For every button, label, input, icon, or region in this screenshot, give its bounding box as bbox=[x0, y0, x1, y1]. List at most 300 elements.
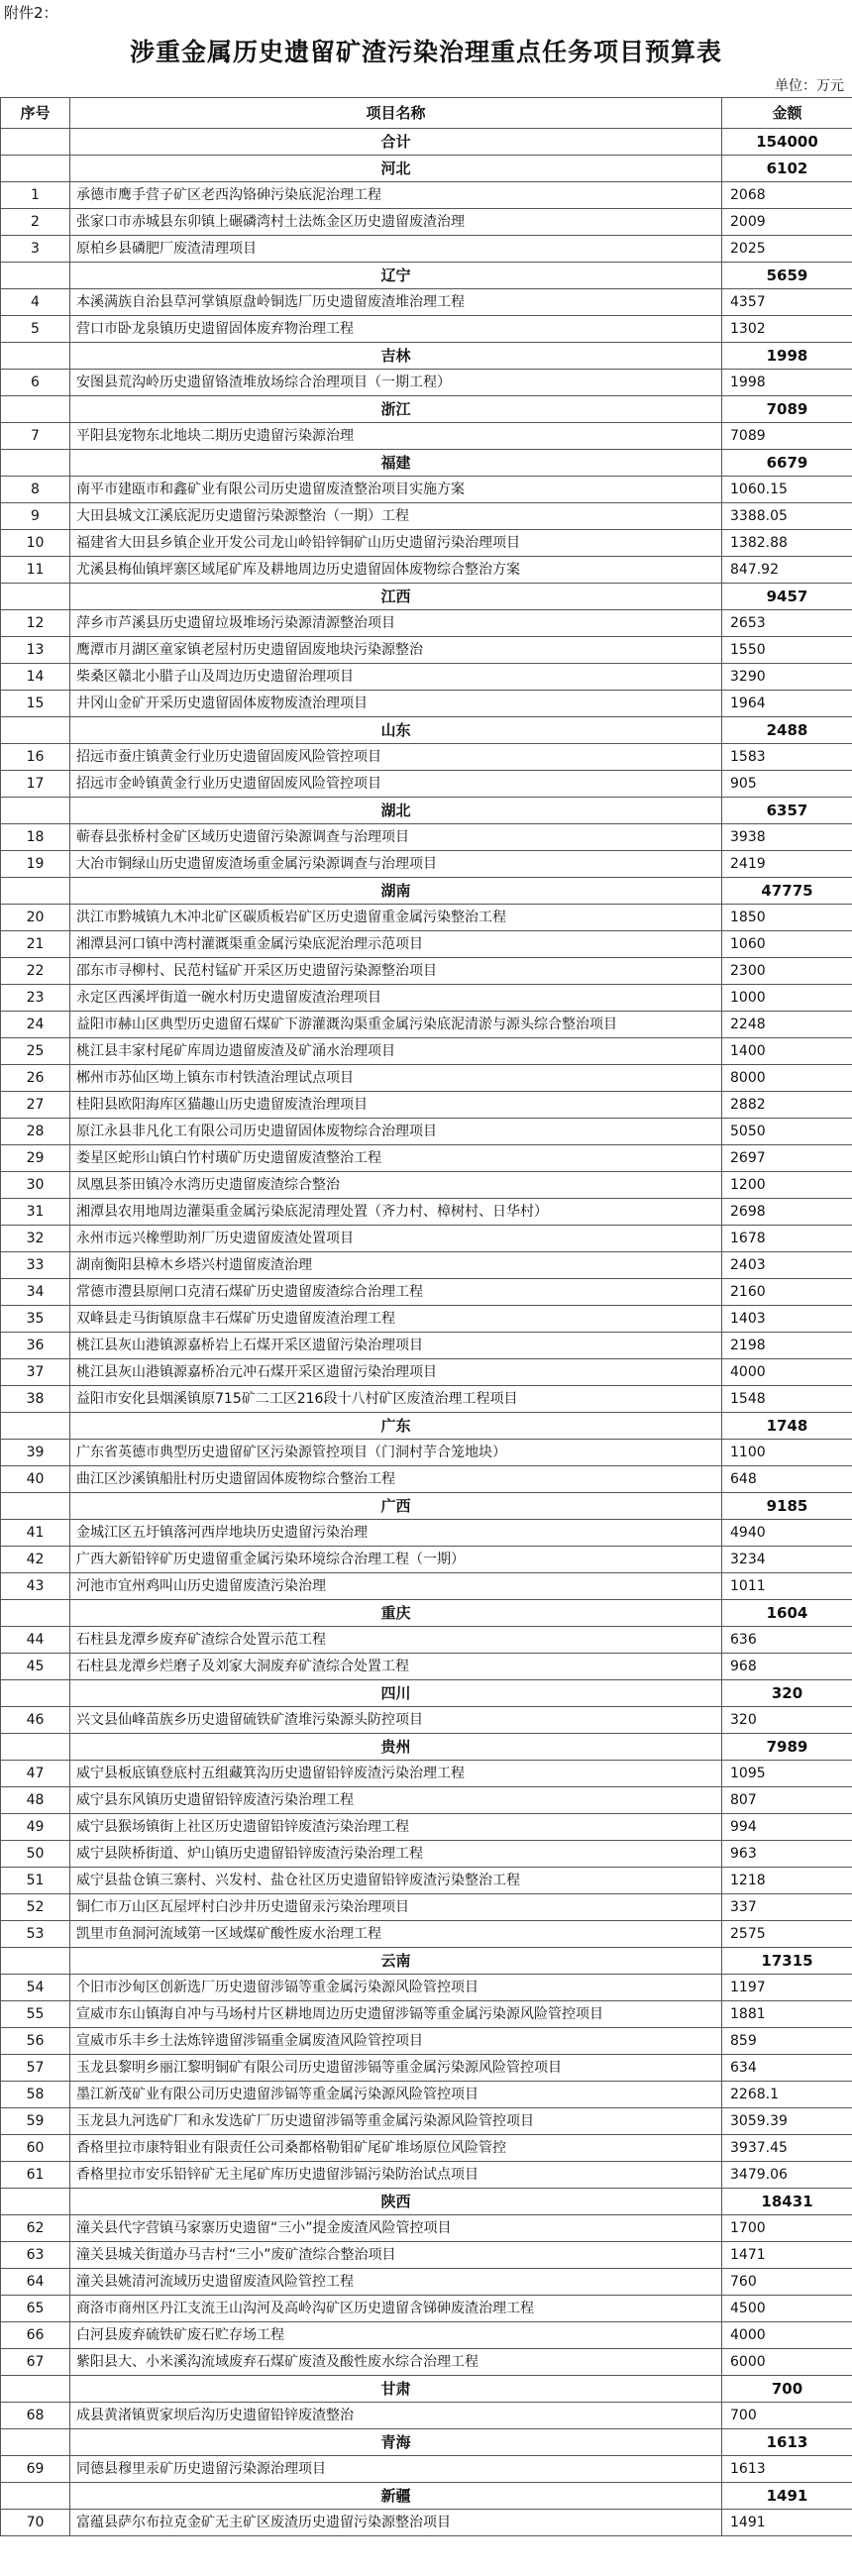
project-name: 招远市蚕庄镇黄金行业历史遗留固废风险管控项目 bbox=[70, 744, 722, 771]
budget-table bbox=[0, 97, 852, 2536]
project-name: 尤溪县梅仙镇坪寨区域尾矿库及耕地周边历史遗留固体废物综合整治方案 bbox=[70, 557, 722, 584]
project-name: 广东省英德市典型历史遗留矿区污染源管控项目（门洞村芋合笼地块） bbox=[70, 1440, 722, 1466]
project-name: 凯里市鱼洞河流域第一区域煤矿酸性废水治理工程 bbox=[70, 1921, 722, 1948]
project-amount: 7089 bbox=[722, 423, 852, 450]
project-name: 平阳县宠物东北地块二期历史遗留污染源治理 bbox=[70, 423, 722, 450]
project-name: 本溪满族自治县草河掌镇原盘岭铜选厂历史遗留废渣堆治理工程 bbox=[70, 289, 722, 316]
project-amount: 2160 bbox=[722, 1279, 852, 1306]
row-number: 8 bbox=[1, 477, 70, 503]
project-name: 萍乡市芦溪县历史遗留垃圾堆场污染源清源整治项目 bbox=[70, 610, 722, 637]
project-amount: 1218 bbox=[722, 1868, 852, 1894]
project-amount: 1964 bbox=[722, 691, 852, 717]
table-row bbox=[1, 2322, 852, 2349]
project-amount: 2882 bbox=[722, 1092, 852, 1119]
row-number: 22 bbox=[1, 958, 70, 985]
table-row bbox=[1, 1359, 852, 1386]
row-number bbox=[1, 2429, 70, 2456]
project-amount: 3234 bbox=[722, 1547, 852, 1573]
row-number bbox=[1, 343, 70, 370]
province-row bbox=[1, 343, 852, 370]
province-row bbox=[1, 2376, 852, 2403]
table-row bbox=[1, 637, 852, 664]
row-number: 24 bbox=[1, 1012, 70, 1038]
table-row bbox=[1, 1761, 852, 1787]
project-name: 湘潭县河口镇中湾村灌溉渠重金属污染底泥治理示范项目 bbox=[70, 931, 722, 958]
project-amount: 700 bbox=[722, 2403, 852, 2429]
table-row bbox=[1, 530, 852, 557]
project-amount: 1700 bbox=[722, 2215, 852, 2242]
province-amount: 9185 bbox=[722, 1493, 852, 1520]
table-row bbox=[1, 1547, 852, 1573]
project-amount: 1382.88 bbox=[722, 530, 852, 557]
province-name: 云南 bbox=[70, 1948, 722, 1975]
table-row bbox=[1, 744, 852, 771]
row-number bbox=[1, 450, 70, 477]
project-name: 南平市建瓯市和鑫矿业有限公司历史遗留废渣整治项目实施方案 bbox=[70, 477, 722, 503]
row-number: 17 bbox=[1, 771, 70, 798]
project-amount: 3938 bbox=[722, 824, 852, 851]
project-amount: 320 bbox=[722, 1707, 852, 1734]
project-amount: 760 bbox=[722, 2269, 852, 2296]
province-amount: 1491 bbox=[722, 2483, 852, 2510]
province-name: 山东 bbox=[70, 717, 722, 744]
table-row bbox=[1, 1627, 852, 1654]
project-amount: 648 bbox=[722, 1466, 852, 1493]
project-name: 永州市远兴橡塑助剂厂历史遗留废渣处置项目 bbox=[70, 1226, 722, 1252]
project-name: 威宁县板底镇登底村五组藏箕沟历史遗留铅锌废渣污染治理工程 bbox=[70, 1761, 722, 1787]
table-row bbox=[1, 316, 852, 343]
province-amount: 2488 bbox=[722, 717, 852, 744]
table-row bbox=[1, 824, 852, 851]
project-name: 益阳市赫山区典型历史遗留石煤矿下游灌溉沟渠重金属污染底泥清淤与源头综合整治项目 bbox=[70, 1012, 722, 1038]
project-amount: 2025 bbox=[722, 236, 852, 263]
project-amount: 968 bbox=[722, 1654, 852, 1680]
table-row bbox=[1, 958, 852, 985]
province-row bbox=[1, 450, 852, 477]
unit-label: 单位：万元 bbox=[775, 78, 844, 94]
project-amount: 4000 bbox=[722, 2322, 852, 2349]
row-number: 68 bbox=[1, 2403, 70, 2429]
project-name: 曲江区沙溪镇船肚村历史遗留固体废物综合整治工程 bbox=[70, 1466, 722, 1493]
project-name: 宣威市乐丰乡土法炼锌遗留涉镉重金属废渣风险管控项目 bbox=[70, 2028, 722, 2055]
province-row bbox=[1, 1734, 852, 1761]
project-name: 河池市宜州鸡叫山历史遗留废渣污染治理 bbox=[70, 1573, 722, 1600]
province-row bbox=[1, 156, 852, 182]
project-amount: 1850 bbox=[722, 905, 852, 931]
table-row bbox=[1, 370, 852, 396]
row-number: 6 bbox=[1, 370, 70, 396]
row-number: 33 bbox=[1, 1252, 70, 1279]
row-number: 12 bbox=[1, 610, 70, 637]
row-number: 18 bbox=[1, 824, 70, 851]
table-row bbox=[1, 1573, 852, 1600]
project-name: 大冶市铜绿山历史遗留废渣场重金属污染源调查与治理项目 bbox=[70, 851, 722, 878]
table-row bbox=[1, 1119, 852, 1145]
row-number: 27 bbox=[1, 1092, 70, 1119]
project-name: 宣威市东山镇海自冲与马场村片区耕地周边历史遗留涉镉等重金属污染源风险管控项目 bbox=[70, 2001, 722, 2028]
province-row bbox=[1, 2483, 852, 2510]
row-number: 56 bbox=[1, 2028, 70, 2055]
row-number: 7 bbox=[1, 423, 70, 450]
project-amount: 2419 bbox=[722, 851, 852, 878]
project-amount: 2575 bbox=[722, 1921, 852, 1948]
project-amount: 4500 bbox=[722, 2296, 852, 2322]
project-amount: 847.92 bbox=[722, 557, 852, 584]
table-row bbox=[1, 691, 852, 717]
row-number: 39 bbox=[1, 1440, 70, 1466]
project-name: 湖南衡阳县樟木乡塔兴村遗留废渣治理 bbox=[70, 1252, 722, 1279]
row-number: 67 bbox=[1, 2349, 70, 2376]
province-amount: 320 bbox=[722, 1680, 852, 1707]
project-name: 紫阳县大、小米溪沟流域废弃石煤矿废渣及酸性废水综合治理工程 bbox=[70, 2349, 722, 2376]
row-number bbox=[1, 2483, 70, 2510]
row-number: 9 bbox=[1, 503, 70, 530]
project-name: 铜仁市万山区瓦屋坪村白沙井历史遗留汞污染治理项目 bbox=[70, 1894, 722, 1921]
project-amount: 3479.06 bbox=[722, 2162, 852, 2189]
row-number: 50 bbox=[1, 1841, 70, 1868]
project-amount: 8000 bbox=[722, 1065, 852, 1092]
row-number bbox=[1, 1734, 70, 1761]
table-row bbox=[1, 1707, 852, 1734]
project-name: 福建省大田县乡镇企业开发公司龙山岭铅锌铜矿山历史遗留污染治理项目 bbox=[70, 530, 722, 557]
row-number: 40 bbox=[1, 1466, 70, 1493]
row-number bbox=[1, 798, 70, 824]
row-number: 32 bbox=[1, 1226, 70, 1252]
project-name: 凤凰县茶田镇冷水湾历史遗留废渣综合整治 bbox=[70, 1172, 722, 1199]
project-name: 湘潭县农用地周边灌渠重金属污染底泥清理处置（齐力村、樟树村、日华村） bbox=[70, 1199, 722, 1226]
project-name: 原柏乡县磷肥厂废渣清理项目 bbox=[70, 236, 722, 263]
row-number bbox=[1, 156, 70, 182]
row-number: 54 bbox=[1, 1975, 70, 2001]
project-amount: 1678 bbox=[722, 1226, 852, 1252]
project-amount: 859 bbox=[722, 2028, 852, 2055]
province-name: 浙江 bbox=[70, 396, 722, 423]
row-number: 26 bbox=[1, 1065, 70, 1092]
project-amount: 2697 bbox=[722, 1145, 852, 1172]
table-row bbox=[1, 2456, 852, 2483]
table-row bbox=[1, 610, 852, 637]
project-name: 石柱县龙潭乡废弃矿渣综合处置示范工程 bbox=[70, 1627, 722, 1654]
project-amount: 3059.39 bbox=[722, 2108, 852, 2135]
row-number: 44 bbox=[1, 1627, 70, 1654]
project-amount: 2068 bbox=[722, 182, 852, 209]
row-number: 31 bbox=[1, 1199, 70, 1226]
province-name: 四川 bbox=[70, 1680, 722, 1707]
province-name: 吉林 bbox=[70, 343, 722, 370]
project-amount: 2698 bbox=[722, 1199, 852, 1226]
row-number: 47 bbox=[1, 1761, 70, 1787]
province-name: 青海 bbox=[70, 2429, 722, 2456]
province-row bbox=[1, 1493, 852, 1520]
row-number: 41 bbox=[1, 1520, 70, 1547]
table-row bbox=[1, 1092, 852, 1119]
project-name: 益阳市安化县烟溪镇原715矿二工区216段十八村矿区废渣治理工程项目 bbox=[70, 1386, 722, 1413]
table-row bbox=[1, 2108, 852, 2135]
table-row bbox=[1, 209, 852, 236]
row-number: 30 bbox=[1, 1172, 70, 1199]
table-row bbox=[1, 1333, 852, 1359]
table-row bbox=[1, 557, 852, 584]
province-amount: 1748 bbox=[722, 1413, 852, 1440]
row-number: 60 bbox=[1, 2135, 70, 2162]
project-amount: 1000 bbox=[722, 985, 852, 1012]
province-row bbox=[1, 717, 852, 744]
province-amount: 7089 bbox=[722, 396, 852, 423]
province-name: 贵州 bbox=[70, 1734, 722, 1761]
province-amount: 6679 bbox=[722, 450, 852, 477]
project-amount: 1548 bbox=[722, 1386, 852, 1413]
project-amount: 4000 bbox=[722, 1359, 852, 1386]
row-number: 62 bbox=[1, 2215, 70, 2242]
project-amount: 3290 bbox=[722, 664, 852, 691]
row-number: 14 bbox=[1, 664, 70, 691]
project-name: 大田县城文江溪底泥历史遗留污染源整治（一期）工程 bbox=[70, 503, 722, 530]
row-number bbox=[1, 396, 70, 423]
table-row bbox=[1, 2028, 852, 2055]
project-name: 墨江新茂矿业有限公司历史遗留涉镉等重金属污染源风险管控项目 bbox=[70, 2082, 722, 2108]
province-name: 广西 bbox=[70, 1493, 722, 1520]
project-name: 玉龙县黎明乡丽江黎明铜矿有限公司历史遗留涉镉等重金属污染源风险管控项目 bbox=[70, 2055, 722, 2082]
project-amount: 6000 bbox=[722, 2349, 852, 2376]
row-number: 28 bbox=[1, 1119, 70, 1145]
project-amount: 1095 bbox=[722, 1761, 852, 1787]
row-number bbox=[1, 1680, 70, 1707]
province-name: 陕西 bbox=[70, 2189, 722, 2215]
table-row bbox=[1, 1038, 852, 1065]
province-row bbox=[1, 1600, 852, 1627]
row-number: 13 bbox=[1, 637, 70, 664]
table-row bbox=[1, 1199, 852, 1226]
table-header-row bbox=[1, 98, 852, 129]
row-number bbox=[1, 2376, 70, 2403]
header-amount: 金额 bbox=[722, 98, 852, 129]
project-amount: 2300 bbox=[722, 958, 852, 985]
row-number: 43 bbox=[1, 1573, 70, 1600]
table-row bbox=[1, 1252, 852, 1279]
province-name: 湖南 bbox=[70, 878, 722, 905]
province-row bbox=[1, 1948, 852, 1975]
row-number: 34 bbox=[1, 1279, 70, 1306]
province-row bbox=[1, 263, 852, 289]
project-name: 石柱县龙潭乡烂磨子及刘家大洞废弃矿渣综合处置工程 bbox=[70, 1654, 722, 1680]
row-number: 52 bbox=[1, 1894, 70, 1921]
table-row bbox=[1, 2082, 852, 2108]
table-row bbox=[1, 236, 852, 263]
total-row bbox=[1, 129, 852, 156]
province-name: 广东 bbox=[70, 1413, 722, 1440]
document-title: 涉重金属历史遗留矿渣污染治理重点任务项目预算表 bbox=[129, 38, 722, 66]
project-name: 潼关县姚清河流域历史遗留废渣风险管控工程 bbox=[70, 2269, 722, 2296]
project-amount: 1583 bbox=[722, 744, 852, 771]
province-amount: 1613 bbox=[722, 2429, 852, 2456]
project-name: 威宁县陕桥街道、炉山镇历史遗留铅锌废渣污染治理工程 bbox=[70, 1841, 722, 1868]
table-row bbox=[1, 2349, 852, 2376]
row-number: 11 bbox=[1, 557, 70, 584]
province-amount: 9457 bbox=[722, 584, 852, 610]
province-name: 新疆 bbox=[70, 2483, 722, 2510]
row-number: 55 bbox=[1, 2001, 70, 2028]
project-amount: 2653 bbox=[722, 610, 852, 637]
project-name: 双峰县走马街镇原盘丰石煤矿历史遗留废渣治理工程 bbox=[70, 1306, 722, 1333]
row-number: 38 bbox=[1, 1386, 70, 1413]
project-name: 金城江区五圩镇落河西岸地块历史遗留污染治理 bbox=[70, 1520, 722, 1547]
row-number: 4 bbox=[1, 289, 70, 316]
project-name: 郴州市苏仙区坳上镇东市村铁渣治理试点项目 bbox=[70, 1065, 722, 1092]
table-row bbox=[1, 1279, 852, 1306]
project-amount: 1881 bbox=[722, 2001, 852, 2028]
row-number bbox=[1, 717, 70, 744]
table-row bbox=[1, 1226, 852, 1252]
row-number bbox=[1, 129, 70, 156]
table-row bbox=[1, 1145, 852, 1172]
table-row bbox=[1, 851, 852, 878]
project-name: 威宁县盐仓镇三寨村、兴发村、盐仓社区历史遗留铅锌废渣污染整治工程 bbox=[70, 1868, 722, 1894]
table-row bbox=[1, 2510, 852, 2536]
province-name: 辽宁 bbox=[70, 263, 722, 289]
project-amount: 1011 bbox=[722, 1573, 852, 1600]
table-row bbox=[1, 931, 852, 958]
row-number: 49 bbox=[1, 1814, 70, 1841]
province-row bbox=[1, 798, 852, 824]
row-number: 53 bbox=[1, 1921, 70, 1948]
project-name: 邵东市寻柳村、民范村锰矿开采区历史遗留污染源整治项目 bbox=[70, 958, 722, 985]
row-number: 36 bbox=[1, 1333, 70, 1359]
project-amount: 337 bbox=[722, 1894, 852, 1921]
project-name: 成县黄渚镇贾家坝后沟历史遗留铅锌废渣整治 bbox=[70, 2403, 722, 2429]
province-row bbox=[1, 1413, 852, 1440]
table-row bbox=[1, 1868, 852, 1894]
table-row bbox=[1, 182, 852, 209]
row-number: 2 bbox=[1, 209, 70, 236]
project-name: 蕲春县张桥村金矿区域历史遗留污染源调查与治理项目 bbox=[70, 824, 722, 851]
project-name: 桃江县灰山港镇源嘉桥岩上石煤开采区遗留污染治理项目 bbox=[70, 1333, 722, 1359]
province-name: 福建 bbox=[70, 450, 722, 477]
row-number: 1 bbox=[1, 182, 70, 209]
row-number: 16 bbox=[1, 744, 70, 771]
table-row bbox=[1, 1654, 852, 1680]
table-row bbox=[1, 1841, 852, 1868]
row-number: 48 bbox=[1, 1787, 70, 1814]
project-name: 商洛市商州区丹江支流王山沟河及高岭沟矿区历史遗留含锑砷废渣治理工程 bbox=[70, 2296, 722, 2322]
table-row bbox=[1, 1386, 852, 1413]
project-amount: 3937.45 bbox=[722, 2135, 852, 2162]
table-row bbox=[1, 985, 852, 1012]
project-amount: 3388.05 bbox=[722, 503, 852, 530]
project-name: 永定区西溪坪街道一碗水村历史遗留废渣治理项目 bbox=[70, 985, 722, 1012]
project-amount: 1491 bbox=[722, 2510, 852, 2536]
table-row bbox=[1, 2135, 852, 2162]
row-number: 20 bbox=[1, 905, 70, 931]
project-name: 香格里拉市康特钼业有限责任公司桑都格勒钼矿尾矿堆场原位风险管控 bbox=[70, 2135, 722, 2162]
table-row bbox=[1, 2296, 852, 2322]
total-amount: 154000 bbox=[722, 129, 852, 156]
province-amount: 47775 bbox=[722, 878, 852, 905]
table-row bbox=[1, 1921, 852, 1948]
province-amount: 7989 bbox=[722, 1734, 852, 1761]
attachment-label: 附件2： bbox=[4, 4, 58, 22]
row-number: 63 bbox=[1, 2242, 70, 2269]
project-name: 富蕴县萨尔布拉克金矿无主矿区废渣历史遗留污染源整治项目 bbox=[70, 2510, 722, 2536]
project-name: 娄星区蛇形山镇白竹村璜矿历史遗留废渣整治工程 bbox=[70, 1145, 722, 1172]
project-name: 洪江市黔城镇九木冲北矿区碳质板岩矿区历史遗留重金属污染整治工程 bbox=[70, 905, 722, 931]
row-number: 70 bbox=[1, 2510, 70, 2536]
project-name: 桂阳县欧阳海库区猫趣山历史遗留废渣治理项目 bbox=[70, 1092, 722, 1119]
table-row bbox=[1, 1787, 852, 1814]
row-number bbox=[1, 584, 70, 610]
table-row bbox=[1, 2001, 852, 2028]
province-amount: 1998 bbox=[722, 343, 852, 370]
project-name: 香格里拉市安乐铅锌矿无主尾矿库历史遗留涉镉污染防治试点项目 bbox=[70, 2162, 722, 2189]
project-amount: 1060 bbox=[722, 931, 852, 958]
row-number bbox=[1, 878, 70, 905]
row-number bbox=[1, 263, 70, 289]
table-row bbox=[1, 2269, 852, 2296]
table-row bbox=[1, 1012, 852, 1038]
project-amount: 1403 bbox=[722, 1306, 852, 1333]
row-number bbox=[1, 2189, 70, 2215]
province-name: 江西 bbox=[70, 584, 722, 610]
row-number bbox=[1, 1948, 70, 1975]
table-row bbox=[1, 2162, 852, 2189]
project-amount: 2248 bbox=[722, 1012, 852, 1038]
province-name: 河北 bbox=[70, 156, 722, 182]
project-name: 安图县荒沟岭历史遗留铬渣堆放场综合治理项目（一期工程） bbox=[70, 370, 722, 396]
table-row bbox=[1, 2055, 852, 2082]
total-label: 合计 bbox=[70, 129, 722, 156]
province-name: 重庆 bbox=[70, 1600, 722, 1627]
row-number: 37 bbox=[1, 1359, 70, 1386]
project-name: 井冈山金矿开采历史遗留固体废物废渣治理项目 bbox=[70, 691, 722, 717]
table-row bbox=[1, 1466, 852, 1493]
row-number: 66 bbox=[1, 2322, 70, 2349]
table-body bbox=[1, 129, 852, 2536]
table-row bbox=[1, 1065, 852, 1092]
project-amount: 2268.1 bbox=[722, 2082, 852, 2108]
row-number: 51 bbox=[1, 1868, 70, 1894]
table-row bbox=[1, 1440, 852, 1466]
row-number: 10 bbox=[1, 530, 70, 557]
province-amount: 1604 bbox=[722, 1600, 852, 1627]
project-amount: 5050 bbox=[722, 1119, 852, 1145]
project-amount: 1197 bbox=[722, 1975, 852, 2001]
project-amount: 1550 bbox=[722, 637, 852, 664]
project-amount: 994 bbox=[722, 1814, 852, 1841]
province-name: 甘肃 bbox=[70, 2376, 722, 2403]
row-number: 59 bbox=[1, 2108, 70, 2135]
province-amount: 6357 bbox=[722, 798, 852, 824]
province-row bbox=[1, 584, 852, 610]
project-name: 白河县废弃硫铁矿废石贮存场工程 bbox=[70, 2322, 722, 2349]
row-number: 64 bbox=[1, 2269, 70, 2296]
project-name: 桃江县灰山港镇源嘉桥冶元冲石煤开采区遗留污染治理项目 bbox=[70, 1359, 722, 1386]
table-row bbox=[1, 423, 852, 450]
province-amount: 6102 bbox=[722, 156, 852, 182]
project-name: 常德市澧县原闸口克清石煤矿历史遗留废渣综合治理工程 bbox=[70, 1279, 722, 1306]
project-amount: 1200 bbox=[722, 1172, 852, 1199]
table-row bbox=[1, 2242, 852, 2269]
row-number: 15 bbox=[1, 691, 70, 717]
province-row bbox=[1, 1680, 852, 1707]
table-row bbox=[1, 2403, 852, 2429]
province-name: 湖北 bbox=[70, 798, 722, 824]
row-number: 69 bbox=[1, 2456, 70, 2483]
header-project-name: 项目名称 bbox=[70, 98, 722, 129]
province-row bbox=[1, 2429, 852, 2456]
project-name: 广西大新铅锌矿历史遗留重金属污染环境综合治理工程（一期） bbox=[70, 1547, 722, 1573]
row-number: 61 bbox=[1, 2162, 70, 2189]
project-amount: 1302 bbox=[722, 316, 852, 343]
row-number: 21 bbox=[1, 931, 70, 958]
